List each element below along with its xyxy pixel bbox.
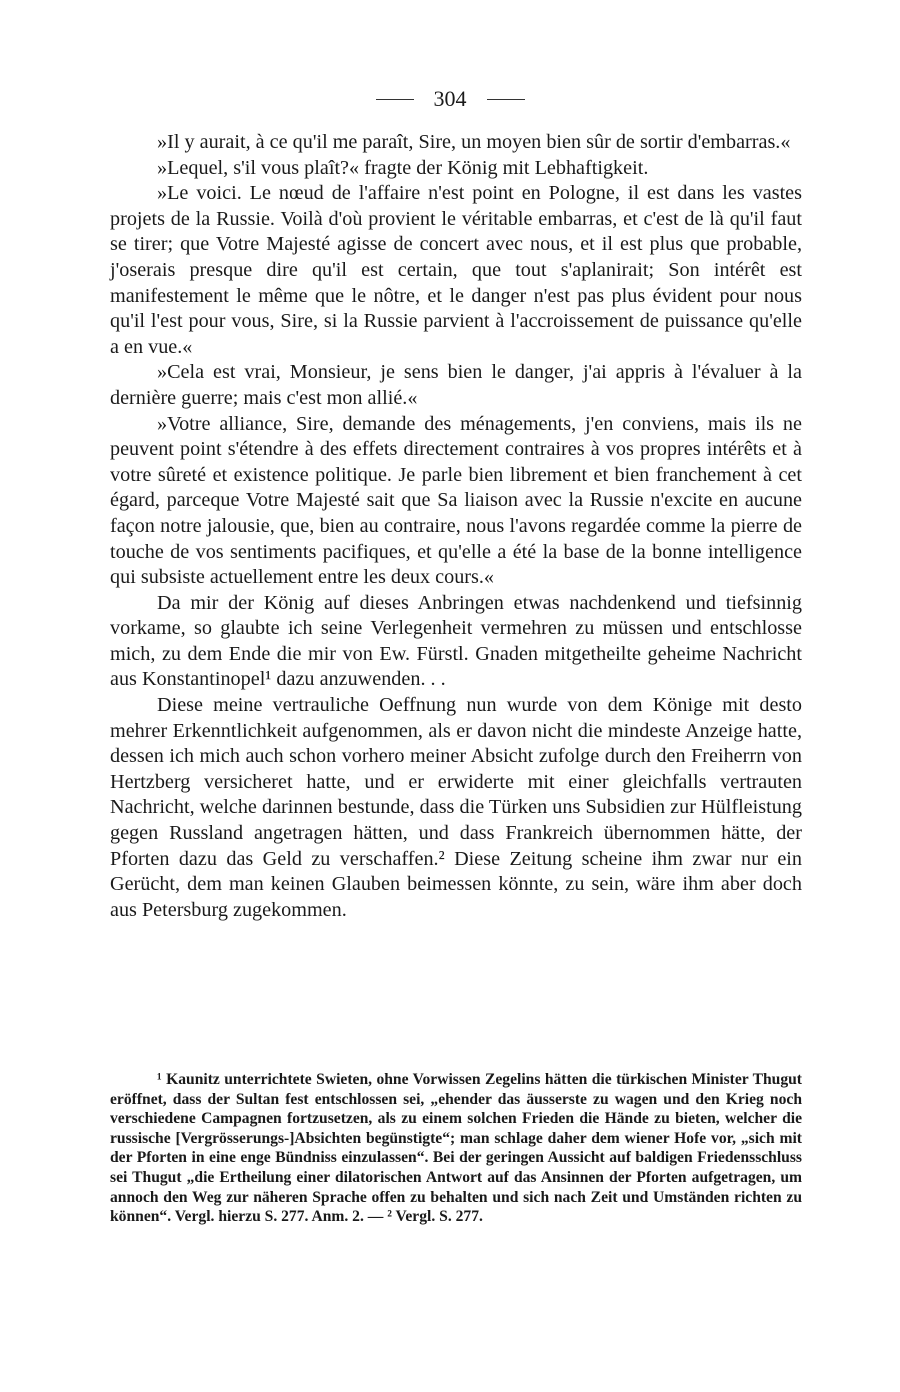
header-rule-left xyxy=(376,99,414,100)
paragraph: »Votre alliance, Sire, demande des ménagements, j'en conviens, mais ils ne peuvent point s'étendre à des effets directement contraires à vos propres intérêts et à votre sûreté et existence politique. Je parle bien librement et bien franchement à cet égard, parceque Votre Majesté sait que Sa liaison avec la Russie n'excite en aucune façon notre jalousie, que, bien au contraire, nous l'avons regardée comme la pierre de touche de vos sentiments pacifiques, et qu'elle a été la base de la bonne intelligence qui subsiste actuellement entre les deux cours.« xyxy=(110,412,802,589)
paragraph: »Lequel, s'il vous plaît?« fragte der König mit Lebhaftigkeit. xyxy=(157,156,649,179)
paragraph: Da mir der König auf dieses Anbringen etwas nachdenkend und tiefsinnig vorkame, so glaubte ich seine Verlegenheit vermehren zu müssen und entschlosse mich, zu dem Ende die mir von Ew. Fürstl. Gnaden mitgetheilte geheime Nachricht aus Konstantinopel¹ dazu anzuwenden. . . xyxy=(110,591,802,691)
footnote: ¹ Kaunitz unterrichtete Swieten, ohne Vorwissen Zegelins hätten die türkischen Minister Thugut eröffnet, dass der Sultan fest entschlossen sei, „ehender das äusserste zu wagen und den Krieg noch verschiedene Campagnen fortzusetzen, als zu einem solchen Frieden die Hände zu bieten, welcher die russische [Vergrösserungs-]Absichten begünstigte“; man schlage daher dem wiener Hofe vor, „sich mit der Pforten in eine enge Bündniss einzulassen“. Bei der geringen Aussicht auf baldigen Friedensschluss sei Thugut „die Ertheilung einer dilatorischen Antwort auf das Ansinnen der Pforten aufgetragen, um annoch den Weg zur näheren Sprache offen zu behalten und sich nach Zeit und Umständen richten zu können“. Vergl. hierzu S. 277. Anm. 2. — ² Vergl. S. 277. xyxy=(110,1071,802,1226)
paragraph: »Il y aurait, à ce qu'il me paraît, Sire, un moyen bien sûr de sortir d'embarras.« xyxy=(157,131,791,153)
page-number: 304 xyxy=(433,86,467,111)
page-header xyxy=(0,86,900,112)
main-text xyxy=(110,130,802,923)
paragraph: »Cela est vrai, Monsieur, je sens bien le danger, j'ai appris à l'évaluer à la dernière guerre; mais c'est mon allié.« xyxy=(110,361,802,409)
footnotes xyxy=(110,1070,802,1227)
header-rule-right xyxy=(487,99,525,100)
paragraph: Diese meine vertrauliche Oeffnung nun wurde von dem Könige mit desto mehrer Erkenntlichkeit aufgenommen, als er davon nicht die mindeste Anzeige hatte, dessen ich mich auch schon vorhero meiner Absicht zufolge durch den Freiherrn von Hertzberg versicheret hatte, und er erwiderte mit einer gleichfalls vertrauten Nachricht, welche darinnen bestunde, dass die Türken uns Subsidien zur Hülfleistung gegen Russland angetragen hätten, und dass Frankreich übernommen hätte, der Pforten dazu das Geld zu verschaffen.² Diese Zeitung scheine ihm zwar nur ein Gerücht, dem man keinen Glauben beimessen könnte, zu sein, wäre ihm aber doch aus Petersburg zugekommen. xyxy=(110,694,802,921)
paragraph: »Le voici. Le nœud de l'affaire n'est point en Pologne, il est dans les vastes projets de la Russie. Voilà d'où provient le véritable embarras, et c'est de là qu'il faut se tirer; que Votre Majesté agisse de concert avec nous, et il est plus que probable, j'oserais presque dire qu'il est certain, que tout s'aplanirait; Son intérêt est manifestement le même que le nôtre, et le danger n'est pas plus évident pour nous qu'il l'est pour vous, Sire, si la Russie parvient à l'accroissement de puissance qu'elle a en vue.« xyxy=(110,182,802,358)
